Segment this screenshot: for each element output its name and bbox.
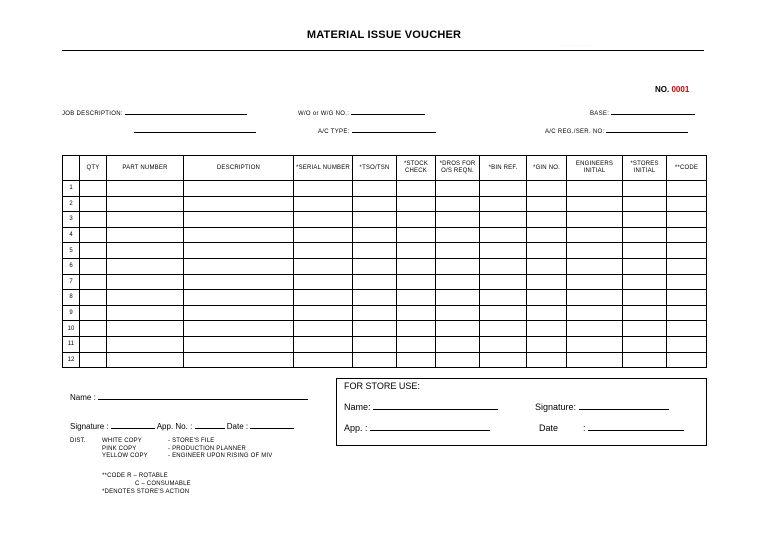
table-cell[interactable] <box>80 181 107 197</box>
table-cell[interactable] <box>480 258 527 274</box>
table-cell[interactable] <box>436 258 480 274</box>
table-cell[interactable] <box>294 321 353 337</box>
table-cell[interactable] <box>107 243 184 259</box>
table-cell[interactable] <box>567 181 623 197</box>
code-note-2: C – CONSUMABLE <box>135 481 191 487</box>
table-cell[interactable] <box>80 290 107 306</box>
table-cell[interactable] <box>480 336 527 352</box>
table-row <box>63 212 707 228</box>
table-cell[interactable] <box>527 336 567 352</box>
table-cell[interactable] <box>436 305 480 321</box>
store-app-label: App. : <box>344 423 368 433</box>
table-cell[interactable] <box>480 227 527 243</box>
table-cell[interactable] <box>436 181 480 197</box>
table-header-row <box>63 156 707 181</box>
table-cell[interactable] <box>623 321 667 337</box>
table-cell[interactable] <box>623 274 667 290</box>
table-cell[interactable] <box>567 290 623 306</box>
table-cell[interactable] <box>567 274 623 290</box>
table-cell[interactable] <box>667 243 707 259</box>
wo-wg-no-line[interactable] <box>351 107 425 115</box>
table-cell[interactable] <box>527 181 567 197</box>
row-number: 2 <box>63 196 80 212</box>
app-no-label: App. No. : <box>156 422 193 431</box>
table-cell[interactable] <box>567 305 623 321</box>
table-row <box>63 321 707 337</box>
dist-target-item: - PRODUCTION PLANNER <box>168 445 247 452</box>
table-cell[interactable] <box>294 305 353 321</box>
table-cell[interactable] <box>480 305 527 321</box>
voucher-number-value: 0001 <box>671 85 690 94</box>
ac-type-field[interactable] <box>318 125 436 135</box>
column-header: PART NUMBER <box>107 156 184 181</box>
row-number: 4 <box>63 227 80 243</box>
table-cell[interactable] <box>436 274 480 290</box>
issue-items-table <box>62 155 707 368</box>
table-cell[interactable] <box>567 352 623 368</box>
table-cell[interactable] <box>397 290 436 306</box>
table-cell[interactable] <box>294 352 353 368</box>
ac-reg-field[interactable] <box>545 125 688 135</box>
table-cell[interactable] <box>397 243 436 259</box>
table-cell[interactable] <box>667 227 707 243</box>
job-description-field[interactable] <box>62 107 247 117</box>
table-cell[interactable] <box>184 305 294 321</box>
table-cell[interactable] <box>397 258 436 274</box>
table-cell[interactable] <box>527 321 567 337</box>
table-cell[interactable] <box>527 227 567 243</box>
column-header: *GIN NO. <box>527 156 567 181</box>
table-cell[interactable] <box>80 227 107 243</box>
row-number: 11 <box>63 336 80 352</box>
table-cell[interactable] <box>353 336 397 352</box>
table-cell[interactable] <box>184 212 294 228</box>
table-cell[interactable] <box>667 258 707 274</box>
store-date-label: Date <box>539 423 559 433</box>
title-divider <box>62 50 704 51</box>
table-cell[interactable] <box>80 258 107 274</box>
dist-copy-item: PINK COPY <box>102 445 137 452</box>
table-cell[interactable] <box>667 290 707 306</box>
table-row <box>63 243 707 259</box>
column-header: *STOCK CHECK <box>397 156 436 181</box>
table-cell[interactable] <box>107 227 184 243</box>
store-app-field[interactable] <box>344 423 490 433</box>
dist-target-item: - STORE'S FILE <box>168 438 215 444</box>
column-header: ENGINEERS INITIAL <box>567 156 623 181</box>
table-cell[interactable] <box>527 212 567 228</box>
row-number: 10 <box>63 321 80 337</box>
page-title: MATERIAL ISSUE VOUCHER <box>306 29 462 41</box>
column-header <box>63 156 80 181</box>
table-cell[interactable] <box>294 227 353 243</box>
table-cell[interactable] <box>436 321 480 337</box>
table-cell[interactable] <box>80 321 107 337</box>
table-cell[interactable] <box>667 212 707 228</box>
table-cell[interactable] <box>184 321 294 337</box>
ac-reg-line[interactable] <box>606 125 688 133</box>
job-description-line[interactable] <box>125 107 247 115</box>
ac-type-line[interactable] <box>352 125 436 133</box>
store-name-line[interactable] <box>373 402 498 410</box>
table-cell[interactable] <box>397 196 436 212</box>
name-field[interactable] <box>70 392 308 402</box>
table-cell[interactable] <box>480 196 527 212</box>
table-cell[interactable] <box>184 181 294 197</box>
table-cell[interactable] <box>527 243 567 259</box>
table-cell[interactable] <box>623 258 667 274</box>
table-cell[interactable] <box>294 258 353 274</box>
table-cell[interactable] <box>80 243 107 259</box>
table-cell[interactable] <box>397 305 436 321</box>
table-cell[interactable] <box>294 336 353 352</box>
table-cell[interactable] <box>480 352 527 368</box>
table-cell[interactable] <box>80 212 107 228</box>
table-cell[interactable] <box>80 196 107 212</box>
column-header: *BIN REF. <box>480 156 527 181</box>
table-cell[interactable] <box>436 290 480 306</box>
base-field[interactable] <box>590 107 695 117</box>
voucher-number <box>655 85 689 94</box>
signature-label: Signature : <box>70 422 109 431</box>
column-header: *SERIAL NUMBER <box>294 156 353 181</box>
dist-copy-item: YELLOW COPY <box>102 453 148 459</box>
table-cell[interactable] <box>107 258 184 274</box>
table-cell[interactable] <box>567 227 623 243</box>
row-number: 5 <box>63 243 80 259</box>
column-header: *STORES INITIAL <box>623 156 667 181</box>
table-cell[interactable] <box>480 243 527 259</box>
row-number: 9 <box>63 305 80 321</box>
table-cell[interactable] <box>397 227 436 243</box>
voucher-number-label: NO. <box>655 85 670 94</box>
row-number: 3 <box>63 212 80 228</box>
table-cell[interactable] <box>567 336 623 352</box>
table-cell[interactable] <box>107 321 184 337</box>
table-row <box>63 181 707 197</box>
name-line[interactable] <box>98 392 308 400</box>
table-cell[interactable] <box>294 274 353 290</box>
table-cell[interactable] <box>184 336 294 352</box>
table-cell[interactable] <box>397 212 436 228</box>
table-cell[interactable] <box>80 352 107 368</box>
table-cell[interactable] <box>527 290 567 306</box>
table-cell[interactable] <box>353 181 397 197</box>
dist-target-item: - ENGINEER UPON RISING OF MIV <box>168 453 273 459</box>
table-cell[interactable] <box>294 181 353 197</box>
table-cell[interactable] <box>353 243 397 259</box>
store-use-title: FOR STORE USE: <box>344 381 420 391</box>
table-cell[interactable] <box>184 274 294 290</box>
table-cell[interactable] <box>397 352 436 368</box>
table-cell[interactable] <box>567 258 623 274</box>
table-cell[interactable] <box>436 196 480 212</box>
table-cell[interactable] <box>527 258 567 274</box>
table-cell[interactable] <box>294 196 353 212</box>
table-cell[interactable] <box>107 274 184 290</box>
store-signature-label: Signature: <box>535 402 577 412</box>
table-cell[interactable] <box>80 274 107 290</box>
table-cell[interactable] <box>184 196 294 212</box>
table-cell[interactable] <box>480 321 527 337</box>
table-cell[interactable] <box>107 212 184 228</box>
table-cell[interactable] <box>527 274 567 290</box>
table-cell[interactable] <box>527 305 567 321</box>
store-signature-line[interactable] <box>579 402 669 410</box>
table-cell[interactable] <box>353 352 397 368</box>
table-cell[interactable] <box>107 290 184 306</box>
table-cell[interactable] <box>623 181 667 197</box>
table-row <box>63 258 707 274</box>
row-number: 8 <box>63 290 80 306</box>
table-cell[interactable] <box>107 196 184 212</box>
table-cell[interactable] <box>436 243 480 259</box>
code-note-1: **CODE R – ROTABLE <box>102 473 168 479</box>
date-line[interactable] <box>250 421 294 429</box>
table-cell[interactable] <box>397 274 436 290</box>
table-cell[interactable] <box>623 227 667 243</box>
dist-targets <box>168 438 272 461</box>
table-cell[interactable] <box>667 352 707 368</box>
store-date-field[interactable] <box>539 423 684 433</box>
wo-wg-no-field[interactable] <box>298 107 425 117</box>
table-cell[interactable] <box>353 274 397 290</box>
table-cell[interactable] <box>397 181 436 197</box>
table-cell[interactable] <box>353 305 397 321</box>
base-label: BASE: <box>590 111 610 117</box>
table-cell[interactable] <box>667 336 707 352</box>
table-cell[interactable] <box>294 243 353 259</box>
column-header: **CODE <box>667 156 707 181</box>
table-cell[interactable] <box>107 305 184 321</box>
table-cell[interactable] <box>567 212 623 228</box>
store-signature-field[interactable] <box>535 402 669 412</box>
column-header: QTY <box>80 156 107 181</box>
signature-row <box>70 421 294 431</box>
store-date-colon: : <box>583 423 586 433</box>
table-cell[interactable] <box>353 258 397 274</box>
table-cell[interactable] <box>567 243 623 259</box>
table-cell[interactable] <box>80 305 107 321</box>
table-cell[interactable] <box>397 336 436 352</box>
table-row <box>63 336 707 352</box>
table-cell[interactable] <box>623 290 667 306</box>
table-cell[interactable] <box>480 290 527 306</box>
table-cell[interactable] <box>527 352 567 368</box>
table-cell[interactable] <box>353 321 397 337</box>
ac-reg-label: A/C REG./SER. NO: <box>545 129 605 135</box>
table-cell[interactable] <box>294 212 353 228</box>
table-cell[interactable] <box>480 274 527 290</box>
table-cell[interactable] <box>80 336 107 352</box>
job-description-extra-line[interactable] <box>134 125 256 133</box>
ac-type-label: A/C TYPE: <box>318 129 350 135</box>
table-row <box>63 274 707 290</box>
table-cell[interactable] <box>567 196 623 212</box>
table-cell[interactable] <box>667 274 707 290</box>
table-cell[interactable] <box>107 352 184 368</box>
table-cell[interactable] <box>436 212 480 228</box>
table-cell[interactable] <box>623 196 667 212</box>
table-cell[interactable] <box>184 352 294 368</box>
table-cell[interactable] <box>667 181 707 197</box>
table-cell[interactable] <box>623 212 667 228</box>
wo-wg-no-label: W/O or W/G NO.: <box>298 111 350 117</box>
faint-header-text: ... ... ... ... ... <box>560 42 592 48</box>
dist-copy-item: WHITE COPY <box>102 438 143 444</box>
table-cell[interactable] <box>436 352 480 368</box>
table-row <box>63 196 707 212</box>
name-label: Name : <box>70 393 96 402</box>
table-cell[interactable] <box>353 196 397 212</box>
date-label: Date : <box>226 422 249 431</box>
table-cell[interactable] <box>184 243 294 259</box>
store-date-line[interactable] <box>588 423 684 431</box>
column-header: DESCRIPTION <box>184 156 294 181</box>
table-cell[interactable] <box>353 227 397 243</box>
signature-line[interactable] <box>111 421 155 429</box>
table-cell[interactable] <box>436 227 480 243</box>
table-cell[interactable] <box>184 290 294 306</box>
table-cell[interactable] <box>623 336 667 352</box>
table-cell[interactable] <box>623 352 667 368</box>
table-cell[interactable] <box>567 321 623 337</box>
store-app-line[interactable] <box>370 423 490 431</box>
dist-label: DIST. <box>70 438 86 444</box>
store-name-label: Name: <box>344 402 371 412</box>
table-cell[interactable] <box>623 305 667 321</box>
table-cell[interactable] <box>667 196 707 212</box>
table-cell[interactable] <box>436 336 480 352</box>
table-cell[interactable] <box>667 305 707 321</box>
table-row <box>63 290 707 306</box>
store-name-field[interactable] <box>344 402 498 412</box>
job-description-label: JOB DESCRIPTION: <box>62 111 123 117</box>
table-row <box>63 227 707 243</box>
table-cell[interactable] <box>353 212 397 228</box>
table-cell[interactable] <box>184 258 294 274</box>
table-row <box>63 352 707 368</box>
table-cell[interactable] <box>294 290 353 306</box>
dist-copies <box>102 438 148 461</box>
table-cell[interactable] <box>480 212 527 228</box>
table-cell[interactable] <box>623 243 667 259</box>
row-number: 1 <box>63 181 80 197</box>
table-cell[interactable] <box>667 321 707 337</box>
table-cell[interactable] <box>353 290 397 306</box>
table-cell[interactable] <box>184 227 294 243</box>
table-cell[interactable] <box>527 196 567 212</box>
table-cell[interactable] <box>397 321 436 337</box>
table-row <box>63 305 707 321</box>
app-no-line[interactable] <box>195 421 225 429</box>
table-body <box>63 181 707 368</box>
table-cell[interactable] <box>107 181 184 197</box>
row-number: 7 <box>63 274 80 290</box>
table-cell[interactable] <box>480 181 527 197</box>
job-description-line-2[interactable] <box>134 125 256 135</box>
base-line[interactable] <box>611 107 695 115</box>
code-note-3: *DENOTES STORE'S ACTION <box>102 489 190 495</box>
column-header: *DROS FOR O/S REQN. <box>436 156 480 181</box>
row-number: 6 <box>63 258 80 274</box>
column-header: *TSO/TSN <box>353 156 397 181</box>
row-number: 12 <box>63 352 80 368</box>
table-cell[interactable] <box>107 336 184 352</box>
